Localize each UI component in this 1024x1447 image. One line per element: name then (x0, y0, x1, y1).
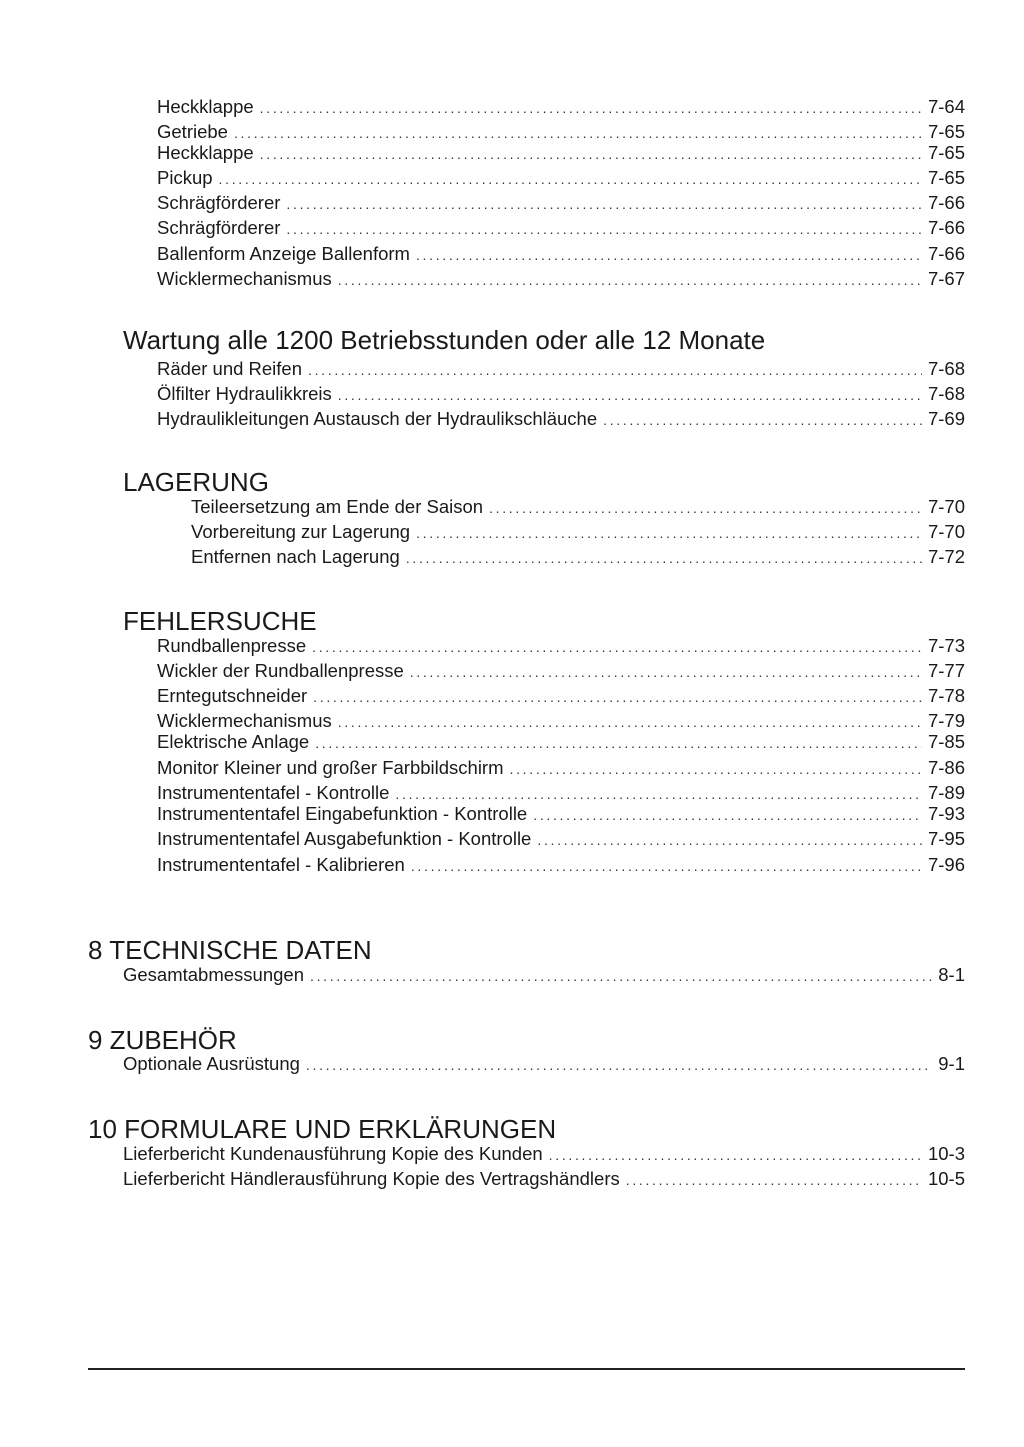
toc-entry-page: 7-67 (927, 268, 965, 289)
toc-entry-page: 7-68 (927, 358, 965, 379)
toc-entry[interactable] (157, 827, 965, 851)
dot-leader (537, 828, 922, 852)
toc-entry-page: 7-68 (927, 383, 965, 404)
toc-entry-page: 7-96 (927, 854, 965, 875)
section-heading-lagerung: LAGERUNG (123, 467, 269, 497)
toc-entry[interactable] (157, 730, 965, 754)
toc-entry-label: Wickler der Rundballenpresse (157, 660, 404, 681)
toc-entry-page: 7-64 (927, 96, 965, 117)
chapter-heading-9: 9 ZUBEHÖR (88, 1025, 237, 1055)
dot-leader (510, 757, 922, 781)
toc-entry-page: 7-66 (927, 192, 965, 213)
toc-entry-label: Teileersetzung am Ende der Saison (191, 496, 484, 517)
toc-entry[interactable] (123, 1167, 965, 1191)
toc-entry[interactable] (123, 1052, 965, 1076)
toc-entry[interactable] (157, 141, 965, 165)
chapter-heading-10: 10 FORMULARE UND ERKLÄRUNGEN (88, 1114, 557, 1144)
toc-entry-label: Ballenform Anzeige Ballenform (157, 243, 410, 264)
toc-entry-page: 7-69 (927, 408, 965, 429)
toc-entry-label: Schrägförderer (157, 192, 281, 213)
toc-entry[interactable] (157, 853, 965, 877)
toc-entry-page: 7-85 (927, 731, 965, 752)
toc-entry-label: Erntegutschneider (157, 685, 308, 706)
toc-entry[interactable] (157, 382, 965, 406)
dot-leader (338, 383, 922, 407)
toc-entry-label: Ölfilter Hydraulikkreis (157, 383, 332, 404)
toc-entry-page: 7-79 (927, 710, 965, 731)
toc-entry-label: Pickup (157, 167, 213, 188)
toc-entry-label: Instrumententafel - Kalibrieren (157, 854, 405, 875)
toc-entry-page: 7-86 (927, 757, 965, 778)
toc-entry-label: Heckklappe (157, 96, 254, 117)
chapter-heading-8: 8 TECHNISCHE DATEN (88, 935, 372, 965)
toc-entry[interactable] (157, 802, 965, 826)
dot-leader (308, 358, 922, 382)
toc-entry-label: Lieferbericht Händlerausführung Kopie des Vertragshändlers (123, 1168, 620, 1189)
toc-entry-label: Entfernen nach Lagerung (191, 546, 400, 567)
toc-entry-label: Monitor Kleiner und großer Farbbildschirm (157, 757, 504, 778)
toc-entry[interactable] (157, 191, 965, 215)
toc-entry-page: 7-77 (927, 660, 965, 681)
toc-entry-label: Elektrische Anlage (157, 731, 310, 752)
toc-entry-label: Instrumententafel Eingabefunktion - Kontrolle (157, 803, 528, 824)
toc-entry[interactable] (123, 963, 965, 987)
dot-leader (315, 731, 922, 755)
dot-leader (306, 1053, 932, 1077)
dot-leader (260, 96, 922, 120)
toc-entry[interactable] (191, 495, 965, 519)
dot-leader (312, 635, 922, 659)
toc-entry[interactable] (191, 545, 965, 569)
toc-entry[interactable] (191, 520, 965, 544)
toc-entry-page: 7-65 (927, 121, 965, 142)
toc-entry-page: 7-66 (927, 217, 965, 238)
dot-leader (533, 803, 922, 827)
toc-entry-page: 7-95 (927, 828, 965, 849)
toc-entry[interactable] (157, 267, 965, 291)
toc-entry[interactable] (157, 634, 965, 658)
toc-entry-page: 10-3 (927, 1143, 965, 1164)
dot-leader (219, 167, 922, 191)
toc-entry-page: 7-66 (927, 243, 965, 264)
toc-entry-page: 7-78 (927, 685, 965, 706)
dot-leader (411, 854, 922, 878)
toc-entry[interactable] (157, 357, 965, 381)
dot-leader (406, 546, 922, 570)
toc-entry[interactable] (157, 684, 965, 708)
dot-leader (549, 1143, 922, 1167)
dot-leader (410, 660, 922, 684)
toc-entry-page: 10-5 (927, 1168, 965, 1189)
toc-entry-label: Räder und Reifen (157, 358, 303, 379)
toc-entry[interactable] (123, 1142, 965, 1166)
footer-divider (88, 1368, 965, 1370)
dot-leader (603, 408, 922, 432)
dot-leader (313, 685, 922, 709)
toc-entry-label: Wicklermechanismus (157, 268, 332, 289)
toc-entry-page: 7-65 (927, 167, 965, 188)
toc-entry[interactable] (157, 95, 965, 119)
toc-entry-page: 9-1 (938, 1053, 965, 1074)
toc-entry-page: 7-93 (927, 803, 965, 824)
dot-leader (338, 268, 922, 292)
dot-leader (260, 142, 922, 166)
dot-leader (310, 964, 932, 988)
toc-entry-label: Schrägförderer (157, 217, 281, 238)
dot-leader (489, 496, 922, 520)
toc-entry-page: 8-1 (938, 964, 965, 985)
toc-entry-label: Heckklappe (157, 142, 254, 163)
toc-entry[interactable] (157, 756, 965, 780)
dot-leader (416, 521, 922, 545)
section-heading-1200h: Wartung alle 1200 Betriebsstunden oder alle 12 Monate (123, 325, 766, 355)
toc-entry[interactable] (157, 407, 965, 431)
toc-entry[interactable] (157, 216, 965, 240)
toc-entry-page: 7-65 (927, 142, 965, 163)
toc-entry[interactable] (157, 659, 965, 683)
dot-leader (286, 217, 922, 241)
toc-entry-label: Hydraulikleitungen Austausch der Hydraulikschläuche (157, 408, 598, 429)
toc-entry-label: Vorbereitung zur Lagerung (191, 521, 411, 542)
toc-entry-label: Rundballenpresse (157, 635, 307, 656)
toc-entry-label: Instrumententafel Ausgabefunktion - Kontrolle (157, 828, 532, 849)
toc-entry-page: 7-72 (927, 546, 965, 567)
toc-entry-label: Wicklermechanismus (157, 710, 332, 731)
dot-leader (286, 192, 922, 216)
toc-entry[interactable] (157, 166, 965, 190)
toc-entry-label: Optionale Ausrüstung (123, 1053, 300, 1074)
toc-entry-label: Gesamtabmessungen (123, 964, 304, 985)
toc-entry-page: 7-89 (927, 782, 965, 803)
toc-entry-label: Lieferbericht Kundenausführung Kopie des Kunden (123, 1143, 543, 1164)
toc-entry[interactable] (157, 242, 965, 266)
toc-entry-page: 7-70 (927, 496, 965, 517)
dot-leader (626, 1168, 922, 1192)
toc-entry-label: Instrumententafel - Kontrolle (157, 782, 390, 803)
toc-entry-label: Getriebe (157, 121, 228, 142)
toc-entry-page: 7-73 (927, 635, 965, 656)
toc-entry-page: 7-70 (927, 521, 965, 542)
dot-leader (416, 243, 922, 267)
section-heading-fehlersuche: FEHLERSUCHE (123, 606, 317, 636)
